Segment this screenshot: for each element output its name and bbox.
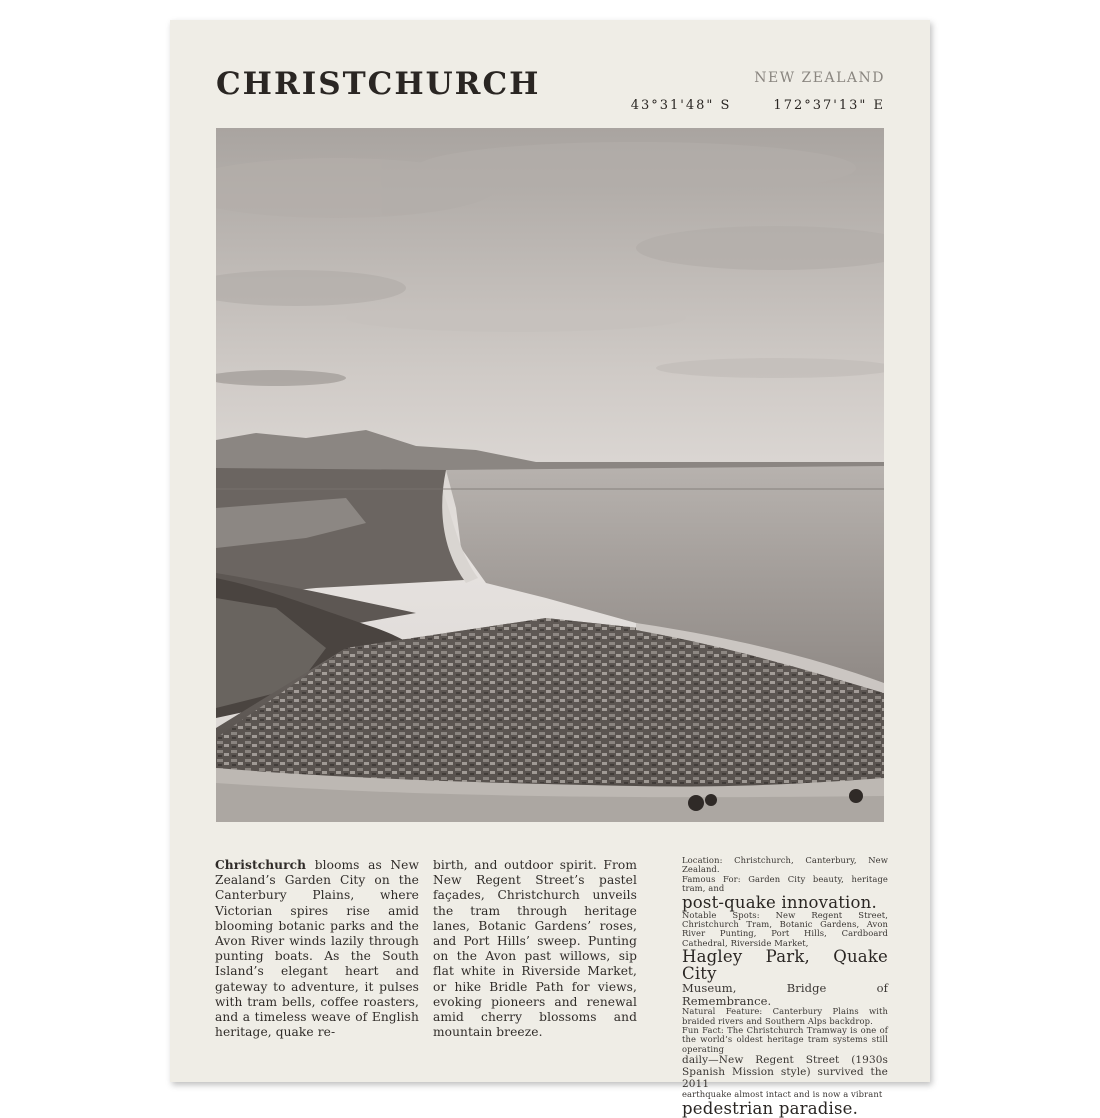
- description-text-1: blooms as New Zealand’s Garden City on the Canterbury Plains, where Victorian spires rise amid blooming botanic parks and the Avon River winds lazily through punting boats. As the South Island’s elegant heart and gateway to adventure, it pulses with tram bells, coffee roasters, and a timeless weave of English heritage, quake re-: [215, 858, 419, 1040]
- description-lead: Christchurch: [215, 858, 307, 872]
- longitude: 172°37'13" E: [773, 98, 885, 113]
- description-column-1: [215, 858, 419, 1040]
- landscape-photo: [216, 128, 884, 822]
- fact-funfact-2: earthquake almost intact and is now a vibrant: [682, 1089, 883, 1100]
- facts-column: [682, 856, 888, 1117]
- poster-title: CHRISTCHURCH: [216, 66, 541, 102]
- latitude: 43°31'48" S: [630, 98, 732, 113]
- fact-funfact: Fun Fact: The Christchurch Tramway is one of the world’s oldest heritage tram systems still operating: [682, 1025, 888, 1054]
- fact-funfact-mid: daily—New Regent Street (1930s Spanish Mission style) survived the 2011: [682, 1054, 888, 1091]
- description-column-2: [433, 858, 637, 1040]
- description-text-2: birth, and outdoor spirit. From New Regent Street’s pastel façades, Christchurch unveils the tram through heritage lanes, Botanic Gardens’ roses, and Port Hills’ sweep. Punting on the Avon past willows, sip flat white in Riverside Market, or hike Bridle Path for views, evoking pioneers and renewal amid cherry blossoms and mountain breeze.: [433, 858, 637, 1040]
- fact-famous-highlight: post-quake innovation.: [682, 892, 877, 912]
- fact-famous: Famous For: Garden City beauty, heritage tram, and: [682, 873, 888, 894]
- fact-location: Location: Christchurch, Canterbury, New Zealand.: [682, 855, 888, 875]
- fact-spots-highlight: Hagley Park, Quake City: [682, 947, 888, 984]
- fact-spots: Notable Spots: New Regent Street, Christchurch Tram, Botanic Gardens, Avon River Punting, Port Hills, Cardboard Cathedral, Riverside Market,: [682, 909, 888, 948]
- fact-funfact-highlight: pedestrian paradise.: [682, 1098, 859, 1118]
- poster: [170, 20, 930, 1118]
- fact-natural: Natural Feature: Canterbury Plains with braided rivers and Southern Alps backdrop.: [682, 1006, 888, 1026]
- coordinates: [631, 98, 885, 113]
- country-label: NEW ZEALAND: [754, 70, 885, 86]
- fact-spots-tail: Museum, Bridge of Remembrance.: [682, 981, 888, 1008]
